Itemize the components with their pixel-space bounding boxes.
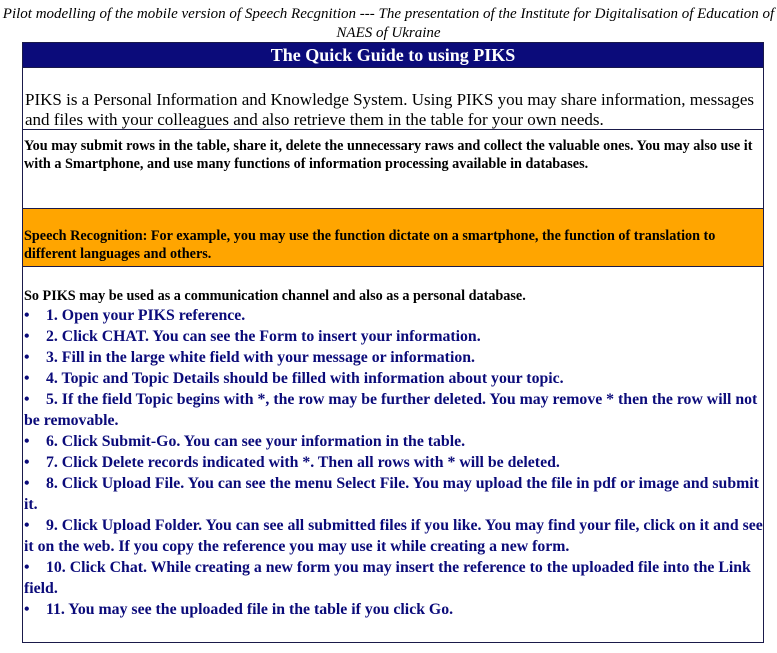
step-text: 8. Click Upload File. You can see the menu Select File. You may upload the file in pdf or image and submit it. bbox=[24, 475, 759, 513]
step-item bbox=[24, 326, 763, 347]
step-item bbox=[24, 473, 763, 515]
step-item bbox=[24, 431, 763, 452]
bullet-icon: • bbox=[24, 391, 30, 408]
bullet-icon: • bbox=[24, 517, 30, 534]
steps-intro: So PIKS may be used as a communication channel and also as a personal database. bbox=[24, 288, 526, 304]
speech-recognition-note: Speech Recognition: For example, you may use the function dictate on a smartphone, the function of translation to different languages and others. bbox=[23, 208, 763, 266]
step-item bbox=[24, 557, 763, 599]
step-item bbox=[24, 452, 763, 473]
step-text: 6. Click Submit-Go. You can see your information in the table. bbox=[46, 433, 466, 450]
bullet-icon: • bbox=[24, 454, 30, 471]
step-text: 10. Click Chat. While creating a new form you may insert the reference to the uploaded file into the Link field. bbox=[24, 559, 751, 597]
usage-paragraph: You may submit rows in the table, share it, delete the unnecessary raws and collect the valuable ones. You may also use it with a Smartphone, and use many functions of information processing available in databases. bbox=[23, 129, 763, 208]
step-item bbox=[24, 305, 763, 326]
bullet-icon: • bbox=[24, 475, 30, 492]
step-text: 11. You may see the uploaded file in the table if you click Go. bbox=[46, 601, 454, 618]
step-item bbox=[24, 347, 763, 368]
bullet-icon: • bbox=[24, 328, 30, 345]
intro-paragraph: PIKS is a Personal Information and Knowledge System. Using PIKS you may share information, messages and files with your colleagues and also retrieve them in the table for your own needs. bbox=[23, 67, 763, 129]
step-text: 4. Topic and Topic Details should be filled with information about your topic. bbox=[46, 370, 564, 387]
step-text: 9. Click Upload Folder. You can see all submitted files if you like. You may find your file, click on it and see it on the web. If you copy the reference you may use it while creating a new form. bbox=[24, 517, 763, 555]
bullet-icon: • bbox=[24, 370, 30, 387]
step-list bbox=[24, 305, 763, 620]
steps-section bbox=[23, 266, 763, 642]
step-text: 7. Click Delete records indicated with *. Then all rows with * will be deleted. bbox=[46, 454, 560, 471]
step-text: 2. Click CHAT. You can see the Form to insert your information. bbox=[46, 328, 481, 345]
step-item bbox=[24, 389, 763, 431]
step-text: 1. Open your PIKS reference. bbox=[46, 307, 246, 324]
guide-title: The Quick Guide to using PIKS bbox=[23, 43, 763, 67]
step-item bbox=[24, 368, 763, 389]
page-caption: Pilot modelling of the mobile version of Speech Recgnition --- The presentation of the Institute for Digitalisation of Education of NAES of Ukraine bbox=[2, 6, 775, 41]
bullet-icon: • bbox=[24, 307, 30, 324]
bullet-icon: • bbox=[24, 559, 30, 576]
bullet-icon: • bbox=[24, 433, 30, 450]
step-item bbox=[24, 599, 763, 620]
quick-guide-table bbox=[22, 42, 764, 643]
step-item bbox=[24, 515, 763, 557]
step-text: 5. If the field Topic begins with *, the row may be further deleted. You may remove * then the row will not be removable. bbox=[24, 391, 758, 429]
bullet-icon: • bbox=[24, 601, 30, 618]
bullet-icon: • bbox=[24, 349, 30, 366]
step-text: 3. Fill in the large white field with your message or information. bbox=[46, 349, 475, 366]
